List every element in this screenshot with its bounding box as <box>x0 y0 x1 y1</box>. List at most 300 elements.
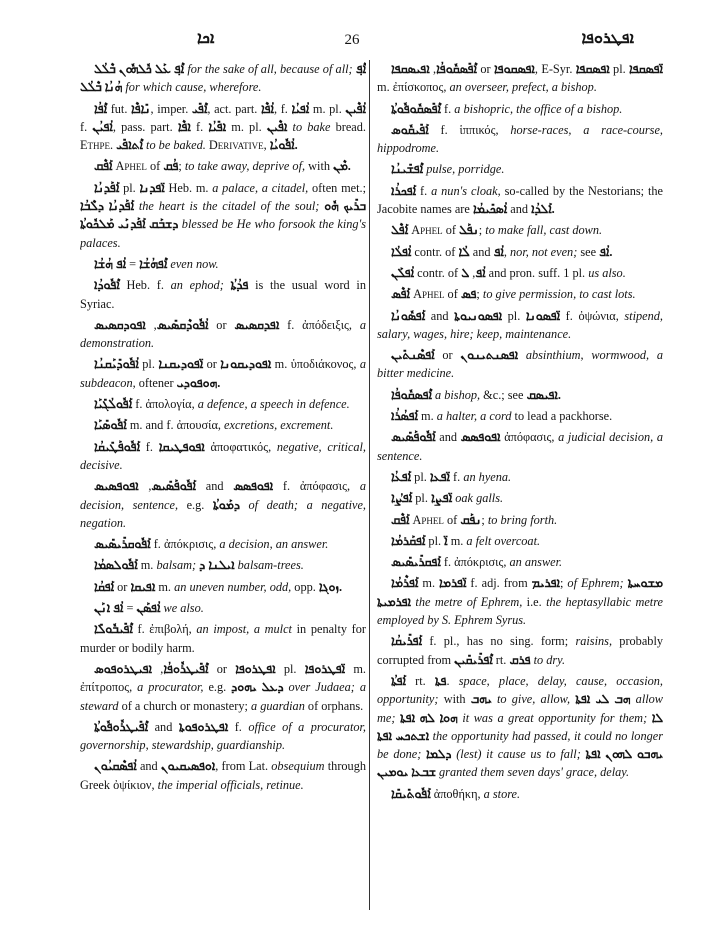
entry-text: e.g. <box>178 497 213 512</box>
entry-text: pl. <box>411 469 430 484</box>
entry-text: of a church or monastery; <box>118 698 251 713</box>
definition-text: for which cause, wherefore. <box>125 80 262 95</box>
definition-text: a decision, sentence, <box>80 479 366 512</box>
entry-text: f. <box>449 469 464 484</box>
syriac-headword: ܐܳܦܠܰܢ <box>391 265 415 280</box>
syriac-headword: ܐܳܦܣܶܩܝܳܘܢ <box>94 759 137 774</box>
dictionary-entry <box>377 285 663 303</box>
entry-text: is the usual word in Syriac. <box>80 278 366 311</box>
dictionary-entry <box>377 489 663 507</box>
entry-text <box>350 479 360 493</box>
grammar-label: Aphel <box>412 512 444 527</box>
entry-text: m. pl. <box>226 119 267 134</box>
syriac-headword: ܐܳܦ. <box>599 244 613 259</box>
definition-text: a defence, a speech in defence. <box>197 397 350 412</box>
definition-text: office of a procurator, governorship, stewardship, guardianship. <box>80 719 366 753</box>
entry-text: m. <box>377 80 393 95</box>
definition-text: the opportunity had passed, it could no longer be done; <box>377 728 663 762</box>
page-header <box>0 30 704 56</box>
entry-text: ἐπιβολή, <box>149 622 192 637</box>
syriac-headword: ܐܰܦܪܶܡܳܐ <box>391 576 419 591</box>
entry-text: ὀψώνια, <box>578 308 619 323</box>
syriac-headword: ܐܰܦܩܪܺܝܣܺܝܣ <box>391 555 441 570</box>
entry-text: ; <box>476 287 483 302</box>
syriac-headword: ܕܥܠ ܝܗܘܕ <box>231 680 284 695</box>
dictionary-entry <box>80 620 366 657</box>
entry-text: ἐπίσκοπος, <box>392 80 447 95</box>
definition-text: to give permission, to cast lots. <box>482 287 636 302</box>
header-left-catchword: ܐܟܐ <box>197 30 215 47</box>
syriac-headword: ܐ̈ܦܪܡܐ <box>439 576 467 591</box>
definition-text: the imperial officials, retinue. <box>157 777 304 792</box>
syriac-headword: ܢܦܰܩ <box>460 512 482 527</box>
entry-text: with <box>438 692 471 707</box>
syriac-headword: ܐܳܦܽܘܝܳܐ. <box>269 138 298 153</box>
entry-text: f. <box>140 439 159 454</box>
syriac-headword: ܐܰܦܽܘܦܰܣܺܝܣ <box>391 430 436 445</box>
dictionary-entry <box>377 785 663 803</box>
definition-text: obsequium <box>271 759 325 774</box>
dictionary-entry <box>377 121 663 158</box>
definition-text: a subdeacon, <box>80 357 366 390</box>
entry-text: f. <box>150 537 164 552</box>
entry-text: opp. <box>291 579 319 594</box>
definition-text: a palace, a citadel, <box>212 180 309 195</box>
entry-text: = <box>123 601 137 616</box>
entry-text: pl. <box>425 533 445 548</box>
syriac-headword: ܐܦܣܩܘܦܐ <box>493 62 535 76</box>
syriac-headword: ܐܰܠܕܳܐ. <box>531 202 555 217</box>
dictionary-entry <box>80 718 366 755</box>
syriac-headword: ܐܦܪܝܡ <box>531 576 560 591</box>
entry-text: ἱππικός, <box>459 122 499 137</box>
entry-text: pl. <box>609 62 630 76</box>
syriac-headword: ܐܦܣܩܦܐ <box>575 62 610 76</box>
entry-text: = <box>126 256 140 271</box>
syriac-headword: ܡܫܘܚܬܐ ܐܦܪܡܝܬܐ <box>377 576 663 609</box>
entry-text: , <box>138 479 152 494</box>
definition-text: a procurator, <box>137 680 204 695</box>
definition-text: an hyena. <box>463 469 512 484</box>
entry-text: ἀπόκρισις, <box>454 555 507 570</box>
dictionary-entry <box>80 316 366 353</box>
syriac-headword: ܐܰܦܶܩ <box>94 159 116 174</box>
syriac-headword: ܐܦܝܩܐ <box>130 579 156 594</box>
syriac-headword: ܐܰܦܪܺܝܩܳܐ <box>391 634 423 649</box>
syriac-headword: ܐܦܝܛܪܘܦܘܣ <box>94 661 153 676</box>
definition-text: granted them seven days' grace, delay. <box>439 765 630 780</box>
syriac-headword: ܢܺܐܦܶܐ <box>131 101 151 116</box>
entry-text: ; <box>478 223 486 238</box>
syriac-headword: ܐܳܦܶܝܢ <box>345 101 366 116</box>
definition-text: an overseer, prefect, a bishop. <box>449 80 597 95</box>
syriac-headword: ܐܦܘܦܛܝܩܐ <box>158 439 205 454</box>
definition-text: balsam-trees. <box>237 558 304 573</box>
syriac-headword: ܒܪܺܝܟ ܗܽܘ ܕܫܒܰܩ ܐܰܦܰܕܢܰܝ ܡܰܠܟܽܘܬܳܐ <box>80 199 366 232</box>
syriac-headword: ܐܰܦܽܘܠܳܓܺܝܰܐ <box>94 397 133 412</box>
entry-text: of <box>442 223 460 238</box>
syriac-headword: ܐܦܘܦܣܣ <box>233 479 274 494</box>
entry-text: , <box>429 62 437 76</box>
entry-text: f. <box>440 555 455 570</box>
syriac-headword: ܐܰܦܶܩ <box>391 512 410 527</box>
dictionary-entry <box>377 407 663 425</box>
entry-text: or <box>434 348 461 363</box>
dictionary-entry <box>80 757 366 794</box>
syriac-headword: ܐܳܦܣܰܢ <box>136 601 161 616</box>
syriac-headword: ܐܰܦܟܪܳܐ <box>391 183 417 198</box>
definition-text: us also. <box>588 265 626 280</box>
entry-text: and <box>425 308 455 323</box>
entry-text: pl. <box>275 661 305 676</box>
entry-text: probably corrupted from <box>377 634 663 667</box>
definition-text: an impost, a mulct <box>196 622 292 637</box>
entry-text: and <box>507 202 532 217</box>
syriac-headword: ܝܗܒܘ ܠܗܘܢ ܐܦܬܐ ܫܒܥܐ ܝܘܡܝܢ <box>377 747 663 780</box>
definition-text: balsam; <box>156 558 197 573</box>
syriac-headword: ܐܳܣܟܺܝܡܳܐ <box>472 202 508 217</box>
entry-text: ὀψίκιον, <box>113 777 155 792</box>
definition-text: of Ephrem; <box>567 576 624 591</box>
dictionary-entry <box>377 428 663 465</box>
syriac-headword: ܐܦܣܘܢܝܘܬܐ <box>454 308 503 323</box>
entry-text: ; <box>481 512 488 527</box>
syriac-headword: ܐܶܦܫܺܝܢܳܐ <box>391 162 424 177</box>
entry-text: in penalty for murder or bodily harm. <box>80 622 366 655</box>
syriac-headword: ܐܝܠܢܐ ܕ <box>199 558 235 573</box>
definition-text: over Judaea; a steward <box>80 680 366 713</box>
entry-text: or <box>114 579 131 594</box>
syriac-headword: ܐܰܦܥܳܐ <box>391 469 412 484</box>
definition-text: an ephod; <box>170 278 224 293</box>
entry-text: ἐπίτροπος, <box>80 680 133 695</box>
definition-text: allow me; <box>377 692 663 725</box>
dictionary-entry <box>80 100 366 155</box>
entry-text: f. adj. from <box>466 576 532 591</box>
dictionary-entry <box>80 599 366 617</box>
syriac-headword: ܐ̈ܦܘܕܝܩܢܐ <box>158 357 204 372</box>
definition-text: to give, allow, <box>496 692 571 707</box>
entry-text: f. <box>132 397 146 412</box>
syriac-headword: ܐܰܦܶܣ <box>391 287 410 302</box>
syriac-headword: ܐܰܦܣܽܘܢܳܐ <box>391 308 426 323</box>
definition-text: a judicial decision, a sentence. <box>377 430 663 463</box>
entry-text: , imper. <box>150 101 192 116</box>
definition-text: space, place, delay, cause, occasion, opportunity; <box>377 673 663 707</box>
entry-text: rt. <box>492 652 510 667</box>
column-divider <box>369 60 370 910</box>
syriac-headword: ܐܰܦܽܘܠܣܡܳܐ <box>94 558 138 573</box>
syriac-headword: ܐܦܶܝܢ <box>266 119 288 134</box>
entry-text: ἀπόφασις, <box>504 430 555 445</box>
syriac-headword: ܐܳܦ ܗܳܫܳܐ <box>94 256 127 271</box>
definition-text: for the sake of all, because of all; <box>187 62 356 76</box>
syriac-headword: ܗܘܐ ܠܗ ܐܦܬܐ <box>400 710 458 725</box>
dictionary-entry <box>80 416 366 434</box>
definition-text: a halter, a cord <box>436 409 512 424</box>
dictionary-entry <box>80 556 366 574</box>
entry-text: ἀπουσία, <box>176 418 221 433</box>
syriac-headword: ܐܶܦ݂ ܗܳܢܳܐ ܒܶܠܳܠ <box>80 62 366 95</box>
entry-text: ἀπόδειξις, <box>302 317 352 332</box>
definition-text: horse-races, a race-course, hippodrome. <box>377 122 663 156</box>
dictionary-entry <box>80 535 366 553</box>
syriac-headword: ܐܳܦܝܳܐ <box>291 101 310 116</box>
syriac-headword: ܐܘܦܣܝܩܝܘܢ <box>160 759 216 774</box>
entry-text: through Greek <box>80 759 366 792</box>
syriac-headword: ܐܳܦܠܳܐ <box>391 244 412 259</box>
entry-text: or <box>477 62 494 76</box>
entry-text: , act. part. <box>207 101 261 116</box>
syriac-headword: ܠܐ ܐܫܬܟܚ ܐܦܬܐ <box>377 710 663 743</box>
entry-text: f. <box>416 183 432 198</box>
syriac-headword: ܐܳܦܝܳܢ <box>92 119 113 134</box>
syriac-headword: ܐܦܛܪܘܦܘܬܐ <box>178 719 229 734</box>
syriac-headword: ܐܶܬܐܦܺܝ <box>116 138 143 153</box>
syriac-headword: ܐ̈ܦܣܘܢܐ <box>525 308 561 323</box>
definition-text: excretions, excrement. <box>224 418 334 433</box>
definition-text: a bishop, <box>435 387 481 402</box>
syriac-headword: ܕܠܡܐ <box>426 747 452 762</box>
dictionary-entry <box>377 672 663 782</box>
syriac-headword: ܗܒ ܠܝ ܐܦܬܐ <box>575 692 631 707</box>
dictionary-entry <box>377 468 663 486</box>
syriac-headword: ܝܗܒ <box>470 692 492 707</box>
syriac-headword: ܐܰܦܰܕܢܳܐ ܕܠܶܒܳܐ <box>80 199 135 214</box>
dictionary-entry <box>377 346 663 383</box>
dictionary-entry <box>377 60 663 97</box>
syriac-headword: ܐܰܦܽܘܦܰܣܺܝܣ <box>151 479 196 494</box>
syriac-headword: ܐܳܦܽܘܕܺܝܰܩܢܳܐ <box>94 357 139 372</box>
entry-text: contr. of <box>411 244 459 259</box>
entry-text: ἀπολογία, <box>145 397 195 412</box>
entry-text: and <box>196 479 234 494</box>
entry-text: with <box>305 159 334 174</box>
definition-text: to bring forth. <box>487 512 558 527</box>
entry-text: , <box>145 317 157 332</box>
left-column <box>80 60 366 920</box>
entry-text: pl. <box>412 491 431 506</box>
entry-text: bread. <box>335 119 366 134</box>
definition-text: to make fall, cast down. <box>485 223 603 238</box>
definition-text: nor, not even; <box>510 244 578 259</box>
entry-text: ἀποφατικός, <box>210 439 272 454</box>
syriac-headword: ܦܬܐ <box>434 673 447 688</box>
entry-text: m. pl. <box>309 101 346 116</box>
entry-text: Heb. f. <box>126 278 171 293</box>
syriac-headword: ܦܣ <box>460 287 477 302</box>
entry-text: or <box>208 317 235 332</box>
entry-text: of <box>146 159 164 174</box>
definition-text: the metre of Ephrem, <box>415 594 523 609</box>
syriac-headword: ܐ̈ܦܥܐ <box>429 469 450 484</box>
syriac-headword: ܐܰܦܺܝܩܽܘܣ <box>391 122 429 137</box>
syriac-headword: ܐܳܦ <box>475 265 486 280</box>
definition-text: a demonstration. <box>80 317 366 351</box>
entry-text: f. <box>80 119 93 134</box>
entry-text: ; <box>559 576 568 591</box>
syriac-headword: ܠܳܐ <box>458 244 470 259</box>
definition-text: a guardian <box>251 698 305 713</box>
syriac-headword: ܐܦܛܪܘܦܐ <box>235 661 276 676</box>
definition-text: an uneven number, odd, <box>174 579 292 594</box>
entry-text: f. pl., has no sing. form; <box>422 634 576 649</box>
syriac-headword: ܙܘܓܐ. <box>318 579 343 594</box>
syriac-headword: ܐܰܦܩܰܪܡܳܐ <box>391 533 426 548</box>
definition-text: a felt overcoat. <box>466 533 541 548</box>
entry-text <box>352 318 360 332</box>
syriac-headword: ܐܦܶܐ <box>177 119 191 134</box>
page-number: 26 <box>344 32 360 48</box>
syriac-headword: ܗܘܦܘܕܝ. <box>176 375 221 390</box>
syriac-headword: ܐܰܦܣܶܢܬܺܝܢ <box>391 348 435 363</box>
entry-text: f. <box>560 308 579 323</box>
entry-text: ἀπόφασις, <box>299 479 351 494</box>
dictionary-entry <box>377 264 663 282</box>
dictionary-entry <box>377 307 663 344</box>
syriac-headword: ܦܪܩ <box>509 652 531 667</box>
entry-text: , <box>152 661 164 676</box>
entry-text: m. <box>137 558 157 573</box>
dictionary-entry <box>80 438 366 475</box>
syriac-headword: ܦܕܳܬܳܐ <box>230 278 249 293</box>
syriac-headword: ܐܶܦܣܩܽܘܦܳܐ <box>391 387 432 402</box>
syriac-headword: ܐ̈ܦܛܪܘܦܐ <box>304 661 346 676</box>
definition-text: we also. <box>163 601 204 616</box>
definition-text: a nun's cloak, <box>431 183 501 198</box>
dictionary-entry <box>377 182 663 219</box>
entry-text: and <box>469 244 494 259</box>
dictionary-entry <box>80 660 366 715</box>
grammar-label: Derivative, <box>208 138 267 153</box>
entry-text: and <box>136 759 161 774</box>
entry-text: m. <box>417 409 437 424</box>
grammar-label: Ethpe. <box>80 138 114 153</box>
syriac-headword: ܐܰܦܣܳܪܳܐ <box>391 409 418 424</box>
syriac-headword: ܐܳܦ <box>493 244 504 259</box>
definition-text: to take away, deprive of, <box>184 159 306 174</box>
entry-text: m. <box>447 533 467 548</box>
syriac-headword: ܐܶܦ݂ ܥܰܠ ܟܽܠܗܽܘܢ <box>115 62 185 76</box>
entry-text: . <box>446 673 459 688</box>
syriac-headword: ܐܰܦܨܳܐ <box>391 491 413 506</box>
syriac-headword: ܐܶܦܺܣܩܽܘܦܳܐ <box>436 62 478 76</box>
syriac-headword: ܐܰܦܽܘܩܪܺܝܣܺܝܣ <box>94 537 151 552</box>
syriac-headword: ܐܦܝܣܩ. <box>526 387 561 402</box>
definition-text: stipend, salary, wages, hire; keep, maintenance. <box>377 308 663 341</box>
syriac-headword: ܐ̈ܦܣܩܦܐ <box>629 62 663 76</box>
definition-text: (lest) it cause us to fall; <box>456 747 581 762</box>
grammar-label: Aphel <box>411 223 443 238</box>
entry-text: , <box>503 244 511 259</box>
entry-text: m. and f. <box>126 418 177 433</box>
entry-text: pl. <box>123 180 140 195</box>
syriac-headword: ܐ̈ܦܨܐ <box>430 491 453 506</box>
entry-text: or <box>203 357 221 372</box>
dictionary-entry <box>377 532 663 550</box>
definition-text: an answer. <box>509 555 563 570</box>
entry-text: so-called by the Nestorians; the Jacobite names are <box>377 183 663 217</box>
entry-text: ἀπόκρισις, <box>163 537 217 552</box>
entry-text: f. <box>440 101 455 116</box>
entry-text: see <box>577 244 600 259</box>
definition-text: a decision, an answer. <box>219 537 329 552</box>
dictionary-entry <box>80 179 366 252</box>
entry-text: f. <box>190 119 209 134</box>
syriac-headword: ܐܦܘܦܣܝܣ <box>94 479 139 494</box>
syriac-headword: ܐܶܦܗܳܫܳܐ <box>139 256 168 271</box>
syriac-headword: ܐܶܦܳܐ <box>94 101 111 116</box>
dictionary-entry <box>377 243 663 261</box>
entry-text: m. <box>271 357 291 372</box>
dictionary-entry <box>377 160 663 178</box>
grammar-label: Aphel <box>115 159 147 174</box>
syriac-headword: ܐܦܘܕܩܣܝܣ <box>94 317 146 332</box>
syriac-headword: ܢܦܰܠ <box>459 223 479 238</box>
syriac-headword: ܐܶܦܺܣܩܽܘܦܽܘܬܳܐ <box>391 101 441 116</box>
entry-text: , <box>469 265 476 280</box>
entry-text <box>518 348 526 362</box>
entry-text: to lead a packhorse. <box>511 409 613 424</box>
entry-text: e.g. <box>203 680 232 695</box>
entry-text: or <box>208 661 236 676</box>
syriac-headword: ܐܰܦܽܘܣܺܝܰܐ <box>94 418 127 433</box>
entry-text: , pass. part. <box>112 119 178 134</box>
syriac-headword: ܐܦܕܩܣܝܣ <box>234 317 280 332</box>
entry-text: f. <box>279 317 303 332</box>
syriac-headword: ܐܶܦܺܝܛܪܽܘܦܽܘܬܳܐ <box>94 719 149 734</box>
dictionary-entry <box>80 157 366 175</box>
entry-text: oftener <box>135 375 177 390</box>
entry-text: often met.; <box>308 180 366 195</box>
definition-text: raisins, <box>575 634 613 649</box>
dictionary-entry <box>80 477 366 532</box>
entry-text: m. <box>418 576 440 591</box>
syriac-headword: ܐܰܦܶܠ <box>391 223 409 238</box>
syriac-headword: ܠ <box>461 265 470 280</box>
definition-text: a bishopric, the office of a bishop. <box>454 101 623 116</box>
entry-text: of <box>444 287 461 302</box>
syriac-headword: ܐܶܦܽܘܕܳܐ <box>94 278 127 293</box>
definition-text: the heptasyllabic metre employed by S. Ephrem Syrus. <box>377 594 663 628</box>
syriac-headword: ܡܶܢ. <box>333 159 351 174</box>
entry-text: and <box>435 430 461 445</box>
definition-text: of death; a negative, negation. <box>80 497 366 530</box>
dictionary-entry <box>80 276 366 313</box>
definition-text: to be baked. <box>146 138 206 153</box>
definition-text: it was a great opportunity for them; <box>462 710 648 725</box>
entry-text: contr. of <box>414 265 462 280</box>
syriac-headword: ܕܡܰܘܬܳܐ <box>212 497 240 512</box>
dictionary-entry <box>377 511 663 529</box>
definition-text: the heart is the citadel of the soul; <box>138 199 320 214</box>
syriac-headword: ܐܦܝܣܩܦܐ <box>391 62 430 76</box>
syriac-headword: ܐܳܦܶܐ <box>260 101 274 116</box>
dictionary-entry <box>80 60 366 97</box>
dictionary-entry <box>377 632 663 669</box>
syriac-headword: ܐܶܦܺܝܛܪܽܘܦܳܐ <box>163 661 209 676</box>
dictionary-entry <box>80 578 366 596</box>
definition-text: negative, critical, decisive. <box>80 439 366 472</box>
entry-text: &c.; see <box>480 387 527 402</box>
entry-text: ἀποθήκη, <box>433 786 481 801</box>
entry-text: ὑποδιάκονος, <box>290 357 357 372</box>
entry-text: f. <box>428 122 460 137</box>
syriac-headword: ܐܶܦܺܝܒܽܘܠܺܐ <box>94 622 133 637</box>
dictionary-entry <box>377 574 663 629</box>
entry-text: f. <box>132 622 150 637</box>
entry-text: of <box>443 512 461 527</box>
